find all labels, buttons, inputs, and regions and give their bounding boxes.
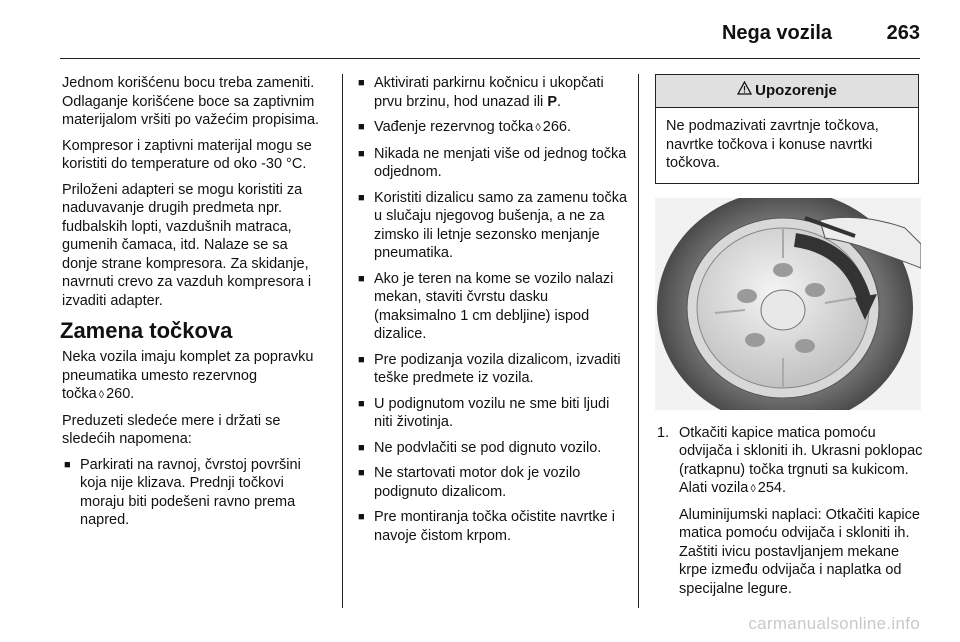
reference-arrow-icon: ◊ [98, 389, 105, 401]
page-number: 263 [886, 22, 920, 44]
warning-header [656, 75, 918, 108]
header-title: Nega vozila [721, 22, 832, 44]
warning-box [655, 74, 919, 184]
step-list [655, 424, 923, 599]
section-title: Zamena točkova [60, 318, 233, 343]
list-item: ■ U podignutom vozilu ne sme biti ljudi niti životinja. [358, 395, 628, 432]
step-note: Aluminijumski naplaci: Otkačiti kapice matica pomoću odvijača i skloniti ih. Zaštiti ivicu postavljanjem mekane krpe između odvijača i naplatka od specijalne legure. [679, 506, 920, 597]
header-divider [60, 58, 920, 59]
precautions-lead: Preduzeti sledeće mere i držati se sledećih napomena: [62, 412, 281, 447]
warning-text: Ne podmazivati zavrtnje točkova, navrtke točkova i konuse navrtki točkova. [666, 118, 879, 171]
reference-arrow-icon: ◊ [750, 483, 756, 495]
step-item [655, 424, 923, 599]
list-item: ■ Parkirati na ravnoj, čvrstoj površini koja nije klizava. Prednji točkovi moraju biti podešeni ravno prema napred. [64, 456, 327, 530]
column-3 [655, 74, 923, 605]
list-item: ■ Pre podizanja vozila dizalicom, izvaditi teške predmete iz vozila. [358, 351, 628, 388]
wheel-cover-removal-illustration [655, 198, 921, 410]
list-item: ■ Ne podvlačiti se pod dignuto vozilo. [358, 439, 628, 458]
step-number: 1. [657, 424, 670, 441]
step-text: Otkačiti kapice matica pomoću odvijača i skloniti ih. Ukrasni poklopac (ratkapnu) točka trgnuti sa kukicom. Alati vozila ◊ 254. [679, 424, 923, 496]
paragraph: Kompresor i zaptivni materijal mogu se koristiti do temperature od oko -30 °C. [62, 137, 312, 172]
page-reference[interactable]: 260. [106, 386, 135, 402]
paragraph: Jednom korišćenu bocu treba zameniti. Odlaganje korišćene boce sa zaptivnim materijalom vršiti po važećim propisima. [62, 75, 320, 128]
list-item: ■ Aktivirati parkirnu kočnicu i ukopčati prvu brzinu, hod unazad ili P. [358, 74, 628, 111]
warning-title: Upozorenje [755, 81, 837, 99]
list-item: ■ Ne startovati motor dok je vozilo podignuto dizalicom. [358, 464, 628, 501]
column-1 [62, 74, 327, 537]
intro-text: Neka vozila imaju komplet za popravku pneumatika umesto rezervnog točka [62, 349, 314, 402]
paragraph: Priloženi adapteri se mogu koristiti za naduvavanje drugih predmeta npr. fudbalskih lopti, vazdušnih matraca, gumenih čamaca, itd. Nalaze se sa donje strane kompresora. Za skidanje, navrnuti crevo za vazduh kompresora i izvaditi adapter. [62, 181, 312, 309]
bullet-list [62, 456, 327, 530]
warning-triangle-icon [737, 81, 752, 101]
list-item: ■ Nikada ne menjati više od jednog točka odjednom. [358, 145, 628, 182]
list-item: ■ Ako je teren na kome se vozilo nalazi mekan, staviti čvrstu dasku (maksimalno 1 cm debljine) ispod dizalice. [358, 270, 628, 344]
page-reference[interactable]: 254. [757, 480, 786, 496]
gear-p-label: P [547, 93, 557, 110]
list-item: ■ Vađenje rezervnog točka ◊ 266. [358, 118, 628, 138]
reference-arrow-icon: ◊ [535, 122, 541, 134]
bullet-list [358, 74, 628, 545]
column-divider [342, 74, 343, 608]
list-item: ■ Koristiti dizalicu samo za zamenu točka u slučaju njegovog bušenja, a ne za zimsko ili letnje sezonsko menjanje pneumatika. [358, 189, 628, 263]
column-divider [638, 74, 639, 608]
intro-paragraph [62, 348, 327, 405]
column-2 [358, 74, 628, 552]
list-item: ■ Pre montiranja točka očistite navrtke i navoje čistom krpom. [358, 508, 628, 545]
page-reference[interactable]: 266. [542, 119, 572, 135]
watermark: carmanualsonline.info [748, 614, 920, 633]
